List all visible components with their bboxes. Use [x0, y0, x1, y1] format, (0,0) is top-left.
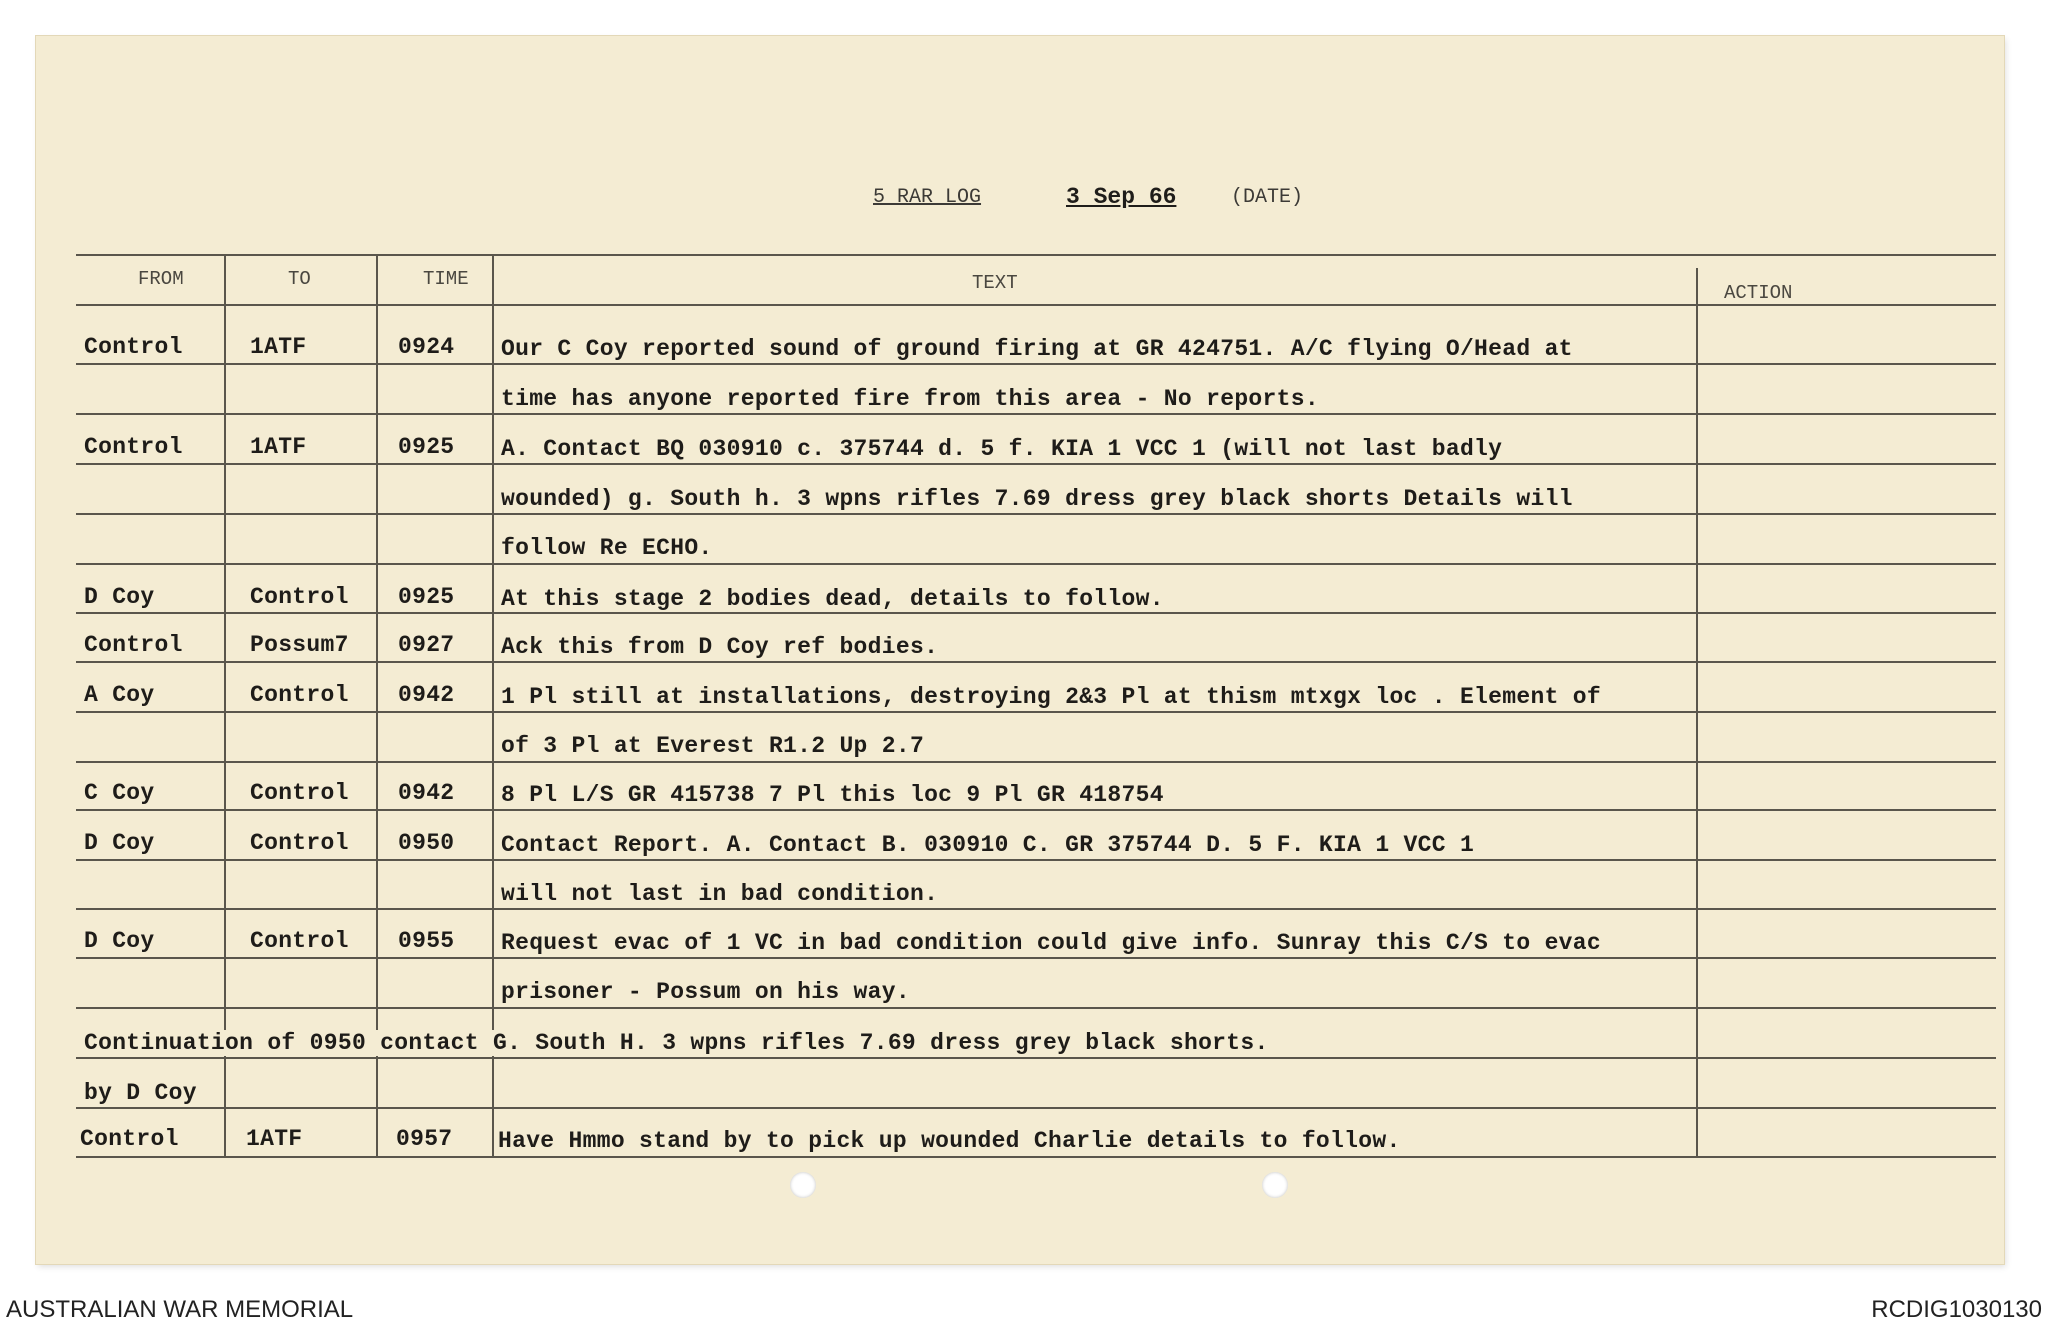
entry-from: D Coy [84, 830, 155, 856]
table-rule [76, 859, 1996, 861]
entry-text: prisoner - Possum on his way. [501, 979, 910, 1005]
entry-time: 0957 [396, 1126, 453, 1152]
column-header-action: ACTION [1724, 282, 1793, 304]
punch-hole-right [1262, 1172, 1288, 1198]
footer-record-id: RCDIG1030130 [1871, 1296, 2042, 1323]
entry-from: by D Coy [84, 1080, 197, 1106]
entry-text: 8 Pl L/S GR 415738 7 Pl this loc 9 Pl GR 418754 [501, 782, 1164, 808]
column-rule-text-action [1696, 268, 1698, 1156]
entry-from: Control [80, 1126, 179, 1152]
entry-to: Possum7 [250, 632, 349, 658]
entry-from: D Coy [84, 584, 155, 610]
table-rule-bottom [76, 1156, 1996, 1158]
entry-text: follow Re ECHO. [501, 535, 713, 561]
footer-institution: AUSTRALIAN WAR MEMORIAL [6, 1296, 354, 1323]
entry-from: Control [84, 632, 183, 658]
column-header-from: FROM [138, 268, 184, 290]
table-rule-header [76, 304, 1996, 306]
entry-to: Control [250, 780, 349, 806]
entry-to: 1ATF [250, 434, 307, 460]
table-rule [76, 957, 1996, 959]
entry-text: A. Contact BQ 030910 c. 375744 d. 5 f. KIA 1 VCC 1 (will not last badly [501, 436, 1503, 462]
column-rule-to-time [376, 254, 378, 1156]
entry-from: Control [84, 434, 183, 460]
column-header-time: TIME [423, 268, 469, 290]
table-rule [76, 661, 1996, 663]
table-rule [76, 563, 1996, 565]
entry-text: wounded) g. South h. 3 wpns rifles 7.69 dress grey black shorts Details will [501, 486, 1573, 512]
table-rule [76, 612, 1996, 614]
entry-text: Ack this from D Coy ref bodies. [501, 634, 939, 660]
entry-to: Control [250, 584, 349, 610]
entry-text: Have Hmmo stand by to pick up wounded Charlie details to follow. [498, 1128, 1401, 1154]
log-date: 3 Sep 66 [1066, 184, 1177, 210]
entry-time: 0927 [398, 632, 455, 658]
entry-text: Our C Coy reported sound of ground firing at GR 424751. A/C flying O/Head at [501, 336, 1573, 362]
punch-hole-left [790, 1172, 816, 1198]
entry-text: will not last in bad condition. [501, 881, 939, 907]
entry-text: At this stage 2 bodies dead, details to follow. [501, 586, 1164, 612]
entry-to: Control [250, 830, 349, 856]
entry-to: Control [250, 928, 349, 954]
entry-text: time has anyone reported fire from this area - No reports. [501, 386, 1319, 412]
date-label: (DATE) [1231, 186, 1304, 209]
column-header-to: TO [288, 268, 311, 290]
table-rule [76, 363, 1996, 365]
entry-time: 0925 [398, 584, 455, 610]
entry-time: 0942 [398, 780, 455, 806]
table-rule [76, 1107, 1996, 1109]
entry-text: of 3 Pl at Everest R1.2 Up 2.7 [501, 733, 925, 759]
entry-text: Contact Report. A. Contact B. 030910 C. GR 375744 D. 5 F. KIA 1 VCC 1 [501, 832, 1475, 858]
table-rule [76, 513, 1996, 515]
entry-from: C Coy [84, 780, 155, 806]
entry-time: 0925 [398, 434, 455, 460]
entry-to: 1ATF [246, 1126, 303, 1152]
entry-from: A Coy [84, 682, 155, 708]
entry-time: 0924 [398, 334, 455, 360]
column-rule-time-text [492, 254, 494, 1156]
log-title: 5 RAR LOG [873, 186, 982, 209]
column-rule-from-to [224, 254, 226, 1156]
entry-time: 0955 [398, 928, 455, 954]
table-rule [76, 908, 1996, 910]
entry-from: Control [84, 334, 183, 360]
table-rule [76, 809, 1996, 811]
table-rule [76, 463, 1996, 465]
column-header-text: TEXT [972, 272, 1018, 294]
entry-from: D Coy [84, 928, 155, 954]
entry-time: 0950 [398, 830, 455, 856]
table-rule [76, 1007, 1996, 1009]
table-rule-top [76, 254, 1996, 256]
entry-to: Control [250, 682, 349, 708]
entry-time: 0942 [398, 682, 455, 708]
log-header [0, 184, 2048, 218]
table-rule [76, 1057, 1996, 1059]
entry-text: Continuation of 0950 contact G. South H. 3 wpns rifles 7.69 dress grey black shorts. [84, 1030, 1269, 1056]
table-rule [76, 761, 1996, 763]
entry-to: 1ATF [250, 334, 307, 360]
entry-text: 1 Pl still at installations, destroying 2&3 Pl at thism mtxgx loc . Element of [501, 684, 1601, 710]
table-rule [76, 413, 1996, 415]
table-rule [76, 711, 1996, 713]
entry-text: Request evac of 1 VC in bad condition could give info. Sunray this C/S to evac [501, 930, 1601, 956]
